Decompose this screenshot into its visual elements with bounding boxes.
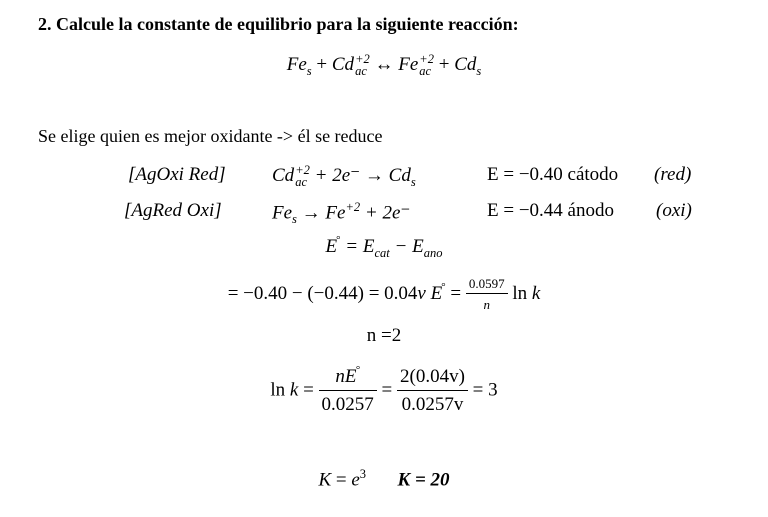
potential-cathode: [487, 164, 618, 186]
product-cd-state: s: [476, 64, 482, 79]
reactant-fe-state: s: [306, 64, 312, 79]
half-fe: Fe: [272, 202, 293, 224]
half-cd-rest: + 2e⁻ → Cd: [309, 165, 411, 186]
calc-text: = −0.40 − (−0.44) = 0.04: [227, 282, 418, 304]
reactant-cd-charge: +2: [355, 52, 370, 66]
product-fe: Fe: [398, 54, 419, 76]
nernst-denominator: n: [483, 297, 490, 312]
kind-oxi: (oxi): [656, 200, 692, 221]
half-fe-state: s: [292, 212, 297, 227]
kind-red: (red): [654, 164, 692, 185]
n-value: n =2: [366, 325, 402, 346]
k-result: K = 20: [397, 469, 450, 491]
product-fe-indices: [419, 54, 434, 78]
calc-e: E: [425, 282, 443, 304]
fraction-1: [319, 366, 377, 416]
half-cd-product-state: s: [410, 174, 416, 189]
potential-anode: E = −0.44 ánodo: [487, 200, 614, 221]
lnk-calculation: [0, 366, 768, 416]
e-cat-symbol: = E: [340, 236, 375, 257]
ln-symbol: ln: [507, 282, 532, 304]
half-cd-state: ac: [295, 174, 307, 189]
reactant-cd-indices: [355, 54, 370, 78]
half-cd: Cd: [272, 165, 295, 186]
degree-mark: °: [355, 364, 360, 376]
row-tag-oxi: [AgRed Oxi]: [124, 200, 222, 221]
half-fe-charge: +2: [345, 200, 361, 214]
e-constant: e: [351, 469, 360, 491]
product-cd: Cd: [454, 54, 477, 76]
calc-unit: v: [417, 282, 426, 304]
e-ano-symbol: − E: [389, 236, 424, 257]
equals-sign: =: [445, 282, 466, 304]
row-tag-red: [AgOxi Red]: [128, 164, 226, 185]
half-cd-charge: +2: [295, 162, 310, 177]
lnk-result: = 3: [467, 379, 498, 401]
half-cd-indices: [295, 162, 310, 189]
nernst-fraction: [466, 276, 508, 313]
plus-sign: +: [316, 54, 328, 76]
exponent: 3: [359, 467, 367, 481]
plus-sign: +: [438, 54, 450, 76]
problem-title: 2. Calcule la constante de equilibrio para la siguiente reacción:: [38, 14, 519, 34]
intro-text: Se elige quien es mejor oxidante -> él se reduce: [38, 126, 383, 146]
fraction-2: [397, 366, 468, 416]
product-fe-charge: +2: [419, 52, 434, 66]
equilibrium-arrow: ↔: [374, 54, 394, 76]
half-reaction-anode: [272, 200, 410, 227]
half-reaction-cathode: [272, 164, 416, 190]
potential-calculation: [0, 276, 768, 313]
e-symbol: E: [325, 236, 338, 257]
product-fe-state: ac: [419, 63, 432, 78]
ano-subscript: ano: [423, 245, 443, 260]
half-fe-arrow: → Fe: [296, 202, 346, 224]
equals-sign: =: [331, 469, 352, 491]
reactant-cd: Cd: [331, 54, 355, 76]
fraction-2-denominator: 0.0257v: [401, 394, 464, 415]
reactant-cd-state: ac: [355, 63, 367, 78]
fraction-1-numerator: [319, 366, 377, 391]
degree-mark: °: [336, 234, 341, 246]
fraction-1-denominator: 0.0257: [321, 394, 374, 415]
fraction-2-numerator: 2(0.04v): [397, 366, 468, 391]
reactant-fe: Fe: [286, 54, 307, 76]
ln-symbol: ln: [270, 379, 290, 401]
degree-mark: °: [441, 280, 446, 293]
potential-cathode-text: E = −0.40 cátodo: [487, 164, 619, 185]
cat-subscript: cat: [374, 245, 390, 260]
fraction-1-numerator-text: nE: [335, 366, 357, 387]
final-result: [0, 467, 768, 491]
equals-sign: =: [376, 379, 398, 401]
k-symbol: K: [318, 469, 332, 491]
reaction-equation: [0, 54, 768, 79]
half-fe-electrons: + 2e⁻: [360, 202, 411, 224]
k-symbol: k: [531, 282, 541, 304]
nernst-numerator: 0.0597: [466, 276, 508, 294]
k-symbol: k: [289, 379, 299, 401]
cell-potential-formula: [0, 236, 768, 261]
equals-sign: =: [298, 379, 319, 401]
